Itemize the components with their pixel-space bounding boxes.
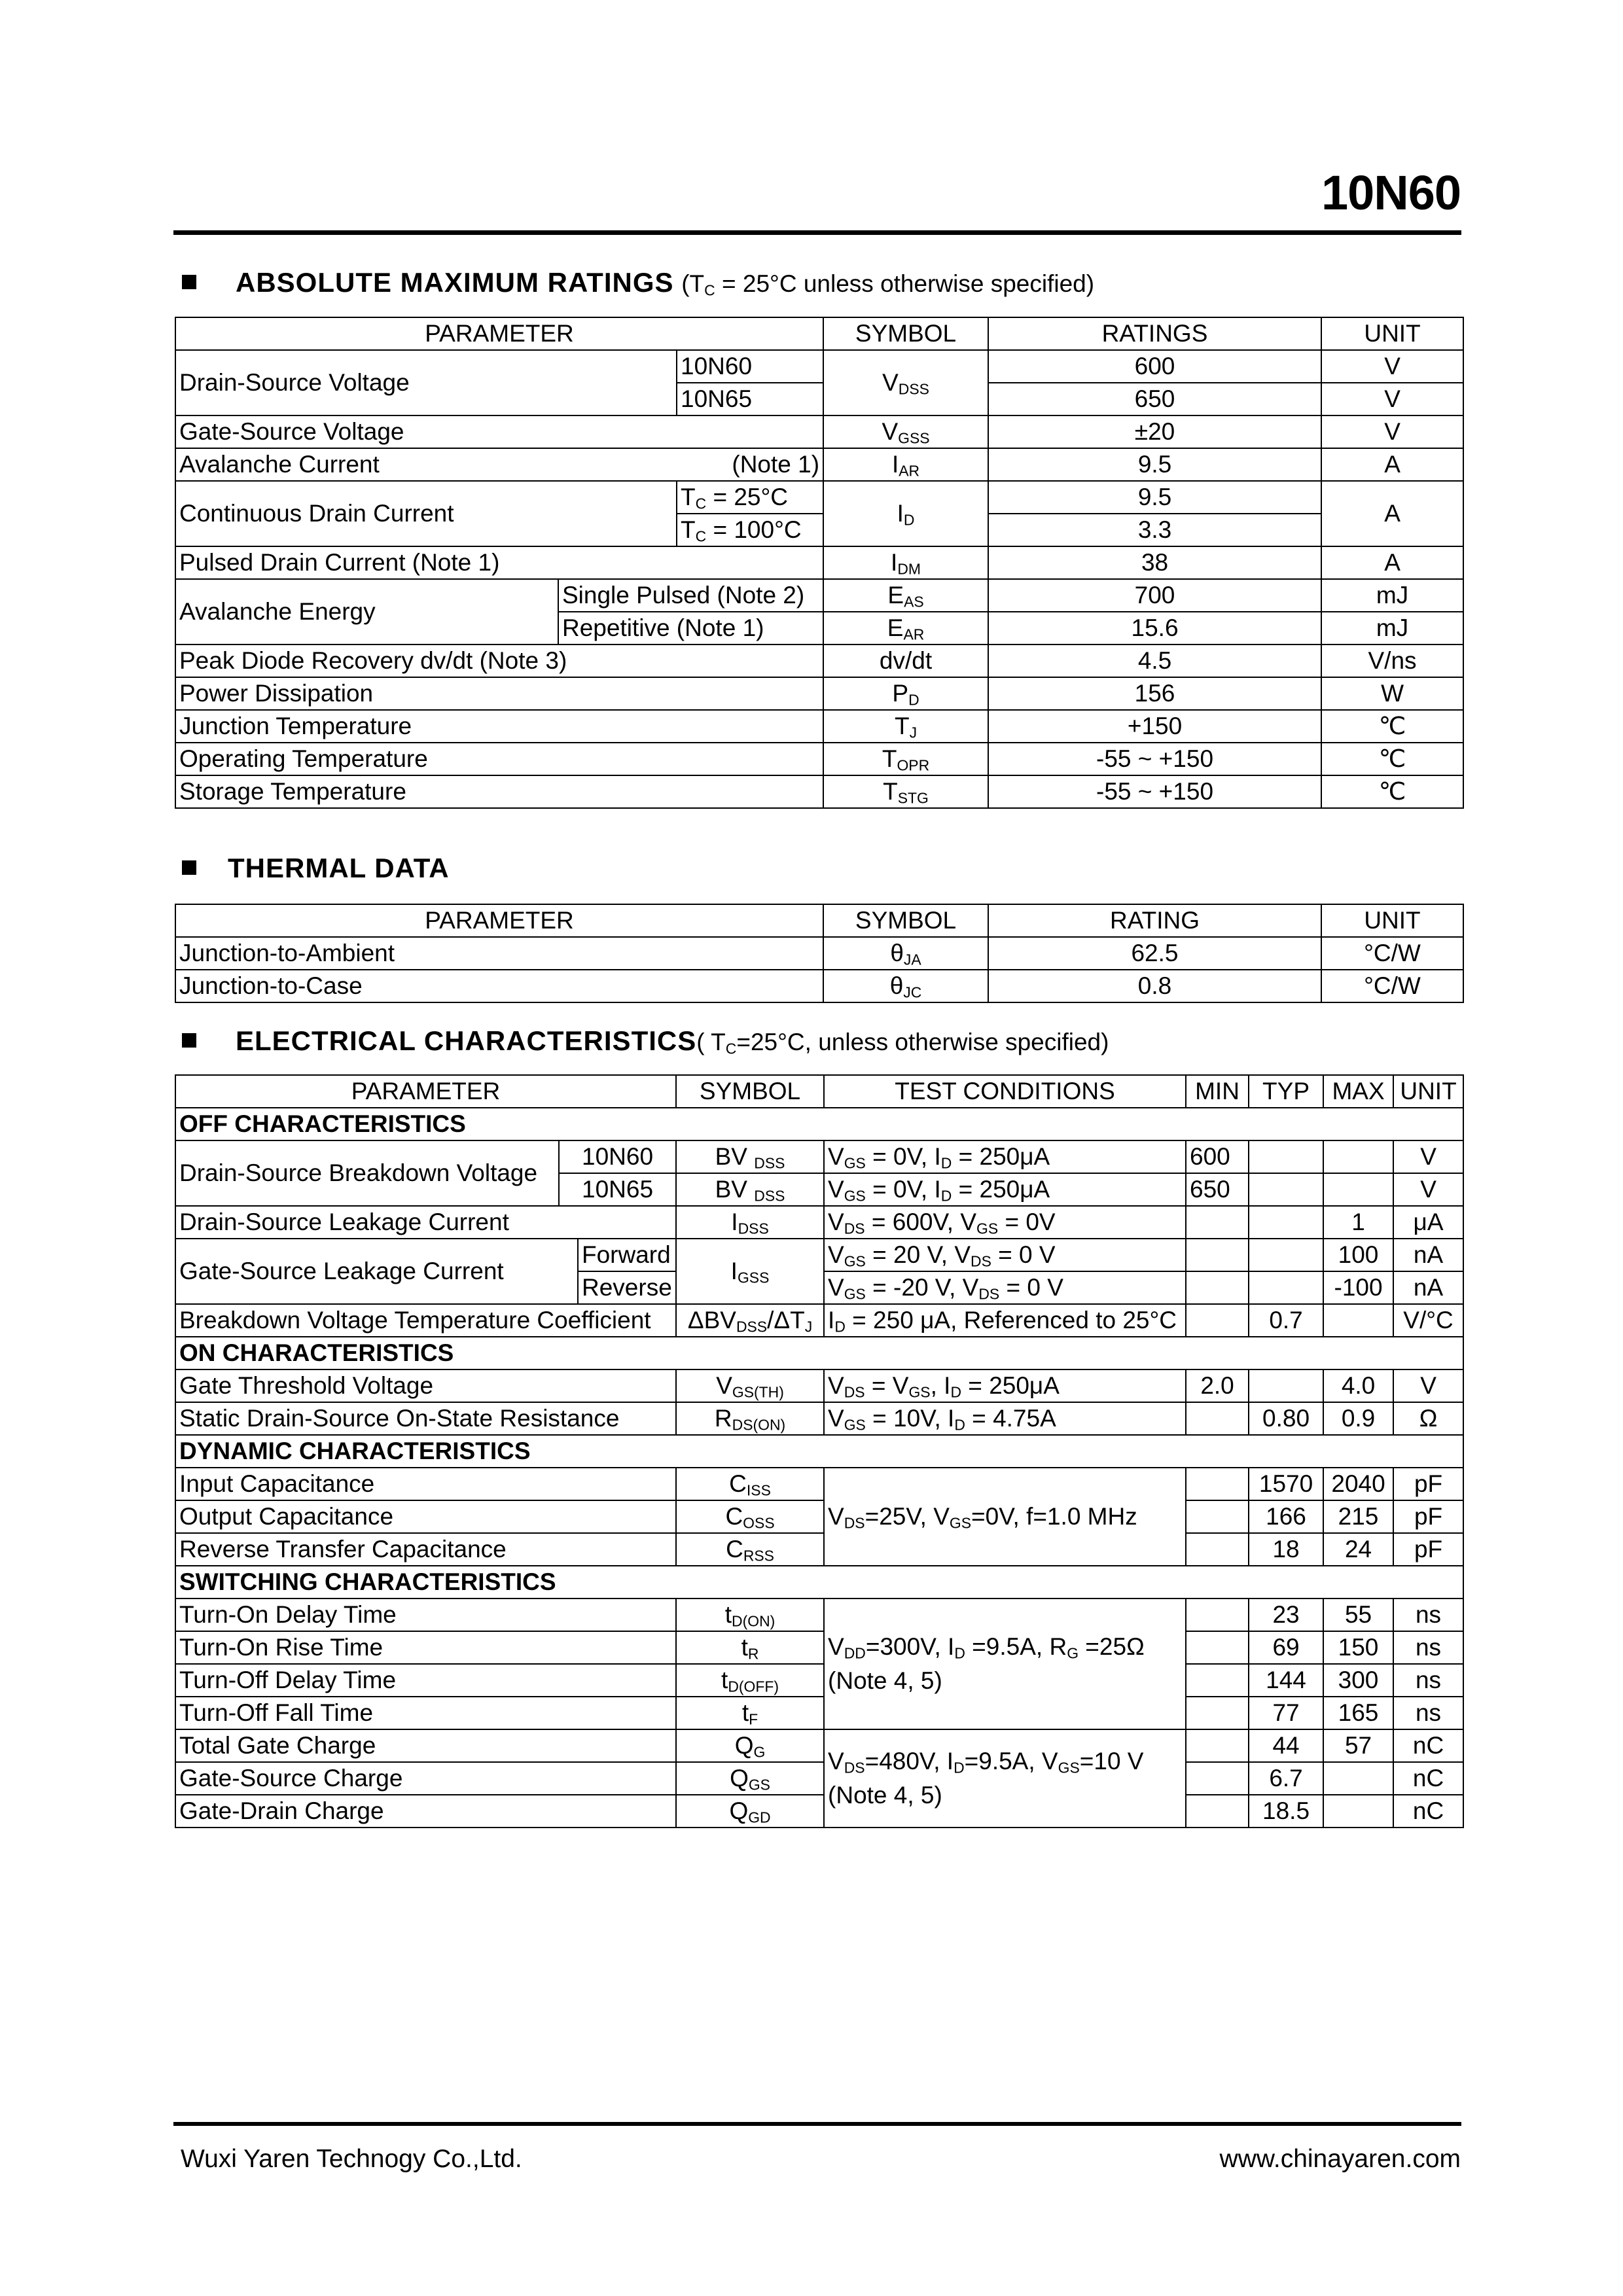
table-cell: $I_{DSS}$ <box>676 1206 824 1239</box>
table-cell: 156 <box>988 677 1321 710</box>
table-cell: 1570 <box>1249 1468 1323 1500</box>
electrical-table <box>175 1074 1464 1828</box>
bullet-square-icon <box>182 860 196 875</box>
table-cell: °C/W <box>1321 970 1463 1002</box>
table-cell: 10N65 <box>559 1173 676 1206</box>
table-cell: 38 <box>988 546 1321 579</box>
table-cell: 0.80 <box>1249 1402 1323 1435</box>
table-cell <box>1186 1239 1249 1271</box>
table-cell: Output Capacitance <box>175 1500 676 1533</box>
table-cell: 6.7 <box>1249 1762 1323 1795</box>
table-cell <box>1249 1206 1323 1239</box>
table-cell: 69 <box>1249 1631 1323 1664</box>
table-cell: Drain-Source Voltage <box>175 350 677 415</box>
table-cell: ℃ <box>1321 710 1463 743</box>
table-cell <box>1323 1173 1393 1206</box>
table-cell: nA <box>1393 1271 1463 1304</box>
table-row <box>175 1795 1463 1828</box>
table-row <box>175 415 1463 448</box>
table-cell: OFF CHARACTERISTICS <box>175 1108 1463 1140</box>
table-cell: 9.5 <box>988 481 1321 514</box>
table-cell: $V_{DD}=300V$, $I_D =9.5A$, $R_G =25\Omega$ (Note 4, 5) <box>824 1598 1186 1729</box>
table-cell: V <box>1321 350 1463 383</box>
table-cell: $V_{DS} = V_{GS}$, $I_D = 250\mu A$ <box>824 1369 1186 1402</box>
table-cell: Gate-Source Voltage <box>175 415 823 448</box>
table-row <box>175 1697 1463 1729</box>
table-cell: 1 <box>1323 1206 1393 1239</box>
table-cell <box>1249 1239 1323 1271</box>
table-cell: Repetitive (Note 1) <box>558 612 823 645</box>
table-cell: 24 <box>1323 1533 1393 1566</box>
table-cell: $V_{GS} = 0V$, $I_D = 250\mu A$ <box>824 1173 1186 1206</box>
table-cell: PARAMETER <box>175 317 823 350</box>
table-cell: Drain-Source Leakage Current <box>175 1206 676 1239</box>
table-cell: $\Delta BV_{DSS}/\Delta T_J$ <box>676 1304 824 1337</box>
table-cell <box>1186 1795 1249 1828</box>
table-cell: $V_{GS} = 0V$, $I_D = 250\mu A$ <box>824 1140 1186 1173</box>
table-cell: Gate-Drain Charge <box>175 1795 676 1828</box>
table-cell: 3.3 <box>988 514 1321 546</box>
table-cell: $E_{AS}$ <box>823 579 988 612</box>
table-cell: 165 <box>1323 1697 1393 1729</box>
table-cell: $\theta_{JC}$ <box>823 970 988 1002</box>
table-row <box>175 1631 1463 1664</box>
table-cell: $R_{DS(ON)}$ <box>676 1402 824 1435</box>
table-cell: Single Pulsed (Note 2) <box>558 579 823 612</box>
table-cell: Operating Temperature <box>175 743 823 775</box>
table-cell: 600 <box>988 350 1321 383</box>
table-cell: 0.7 <box>1249 1304 1323 1337</box>
table-row <box>175 1533 1463 1566</box>
table-cell: nC <box>1393 1729 1463 1762</box>
table-cell: 18.5 <box>1249 1795 1323 1828</box>
bullet-square-icon <box>182 1033 196 1048</box>
table-cell: SYMBOL <box>823 904 988 937</box>
table-cell: MAX <box>1323 1075 1393 1108</box>
table-cell: 4.0 <box>1323 1369 1393 1402</box>
bullet-square-icon <box>182 275 196 289</box>
table-row <box>175 1140 1463 1173</box>
table-cell: 2.0 <box>1186 1369 1249 1402</box>
table-cell: Turn-On Rise Time <box>175 1631 676 1664</box>
table-cell: -55 ~ +150 <box>988 775 1321 808</box>
table-row <box>175 546 1463 579</box>
table-cell: V <box>1393 1369 1463 1402</box>
table-cell: $V_{DS}=480V$, $I_D=9.5A$, $V_{GS}=10$ V (Note 4, 5) <box>824 1729 1186 1828</box>
table-cell: TEST CONDITIONS <box>824 1075 1186 1108</box>
table-cell: $I_{GSS}$ <box>676 1239 824 1304</box>
table-cell: Static Drain-Source On-State Resistance <box>175 1402 676 1435</box>
table-cell <box>1249 1173 1323 1206</box>
table-cell: Gate Threshold Voltage <box>175 1369 676 1402</box>
table-cell: Peak Diode Recovery dv/dt (Note 3) <box>175 645 823 677</box>
table-cell: $t_{D(OFF)}$ <box>676 1664 824 1697</box>
table-cell: 650 <box>988 383 1321 415</box>
table-row <box>175 1206 1463 1239</box>
table-cell: nC <box>1393 1795 1463 1828</box>
table-cell: 62.5 <box>988 937 1321 970</box>
table-cell <box>1186 1206 1249 1239</box>
table-cell <box>1186 1533 1249 1566</box>
table-cell: Avalanche Energy <box>175 579 558 645</box>
table-cell: Ω <box>1393 1402 1463 1435</box>
table-cell: 18 <box>1249 1533 1323 1566</box>
table-cell: Power Dissipation <box>175 677 823 710</box>
table-cell: Gate-Source Leakage Current <box>175 1239 578 1304</box>
table-row <box>175 1468 1463 1500</box>
table-cell: pF <box>1393 1468 1463 1500</box>
group-row-off <box>175 1108 1463 1140</box>
table-cell: nC <box>1393 1762 1463 1795</box>
table-cell: $P_D$ <box>823 677 988 710</box>
table-cell: V/°C <box>1393 1304 1463 1337</box>
table-cell: $I_{AR}$ <box>823 448 988 481</box>
footer-website[interactable]: www.chinayaren.com <box>1219 2145 1461 2173</box>
table-cell: ns <box>1393 1697 1463 1729</box>
table-cell: SYMBOL <box>823 317 988 350</box>
table-cell: 2040 <box>1323 1468 1393 1500</box>
abs-max-heading: ABSOLUTE MAXIMUM RATINGS ($T_C = 25^\circ C$ unless otherwise specified) <box>182 267 1094 298</box>
table-cell: Pulsed Drain Current (Note 1) <box>175 546 823 579</box>
table-cell: $V_{DS} = 600V$, $V_{GS} = 0V$ <box>824 1206 1186 1239</box>
table-cell: UNIT <box>1321 317 1463 350</box>
table-cell: $T_{OPR}$ <box>823 743 988 775</box>
table-row <box>175 1369 1463 1402</box>
table-row <box>175 970 1463 1002</box>
table-cell: 10N60 <box>677 350 823 383</box>
table-cell: SYMBOL <box>676 1075 824 1108</box>
table-cell: Turn-On Delay Time <box>175 1598 676 1631</box>
table-cell: 300 <box>1323 1664 1393 1697</box>
table-cell <box>1186 1402 1249 1435</box>
table-row <box>175 1664 1463 1697</box>
table-row <box>175 645 1463 677</box>
table-cell: $C_{OSS}$ <box>676 1500 824 1533</box>
table-cell: 10N65 <box>677 383 823 415</box>
table-row <box>175 1598 1463 1631</box>
table-cell: $Q_{GD}$ <box>676 1795 824 1828</box>
table-cell: $V_{GS(TH)}$ <box>676 1369 824 1402</box>
table-cell <box>1323 1140 1393 1173</box>
part-number-title: 10N60 <box>1321 166 1461 220</box>
table-cell: Turn-Off Delay Time <box>175 1664 676 1697</box>
table-cell: Gate-Source Charge <box>175 1762 676 1795</box>
table-cell: ns <box>1393 1664 1463 1697</box>
table-cell: V/ns <box>1321 645 1463 677</box>
table-cell: 100 <box>1323 1239 1393 1271</box>
table-cell: SWITCHING CHARACTERISTICS <box>175 1566 1463 1598</box>
footer-rule <box>173 2122 1461 2126</box>
table-cell: mJ <box>1321 612 1463 645</box>
table-cell: 650 <box>1186 1173 1249 1206</box>
table-row <box>175 710 1463 743</box>
table-cell <box>1249 1140 1323 1173</box>
table-cell: W <box>1321 677 1463 710</box>
table-cell: RATING <box>988 904 1321 937</box>
table-cell: Storage Temperature <box>175 775 823 808</box>
table-cell: A <box>1321 546 1463 579</box>
table-cell: -100 <box>1323 1271 1393 1304</box>
table-cell: TYP <box>1249 1075 1323 1108</box>
table-cell: V <box>1393 1140 1463 1173</box>
table-cell: 0.8 <box>988 970 1321 1002</box>
table-cell: +150 <box>988 710 1321 743</box>
table-cell: Junction Temperature <box>175 710 823 743</box>
table-cell: Forward <box>578 1239 676 1271</box>
table-cell: 166 <box>1249 1500 1323 1533</box>
table-cell: 10N60 <box>559 1140 676 1173</box>
table-cell: $t_R$ <box>676 1631 824 1664</box>
table-cell: V <box>1393 1173 1463 1206</box>
table-cell: Continuous Drain Current <box>175 481 677 546</box>
table-cell: $T_J$ <box>823 710 988 743</box>
table-cell: Junction-to-Ambient <box>175 937 823 970</box>
table-cell: 77 <box>1249 1697 1323 1729</box>
table-cell <box>1186 1729 1249 1762</box>
table-cell: Total Gate Charge <box>175 1729 676 1762</box>
table-cell <box>1186 1500 1249 1533</box>
table-cell <box>1186 1762 1249 1795</box>
table-cell: A <box>1321 448 1463 481</box>
table-row <box>175 579 1463 612</box>
table-cell: $V_{GSS}$ <box>823 415 988 448</box>
table-cell: Junction-to-Case <box>175 970 823 1002</box>
table-cell: pF <box>1393 1533 1463 1566</box>
table-cell: 215 <box>1323 1500 1393 1533</box>
table-cell: RATINGS <box>988 317 1321 350</box>
table-header-row <box>175 1075 1463 1108</box>
table-cell: UNIT <box>1393 1075 1463 1108</box>
table-cell <box>1323 1304 1393 1337</box>
table-cell: nA <box>1393 1239 1463 1271</box>
table-cell: 144 <box>1249 1664 1323 1697</box>
table-cell: $C_{RSS}$ <box>676 1533 824 1566</box>
table-cell: 55 <box>1323 1598 1393 1631</box>
table-cell: $T_{STG}$ <box>823 775 988 808</box>
table-cell: $Q_G$ <box>676 1729 824 1762</box>
electrical-heading: ELECTRICAL CHARACTERISTICS( $T_C=25^\circ C$, unless otherwise specified) <box>182 1025 1109 1057</box>
table-cell: -55 ~ +150 <box>988 743 1321 775</box>
table-cell: $t_{D(ON)}$ <box>676 1598 824 1631</box>
table-cell: $V_{DS}=25V$, $V_{GS}=0V$, f=1.0 MHz <box>824 1468 1186 1566</box>
table-cell <box>1323 1795 1393 1828</box>
table-cell: 44 <box>1249 1729 1323 1762</box>
table-cell: dv/dt <box>823 645 988 677</box>
table-cell: mJ <box>1321 579 1463 612</box>
table-cell: Reverse <box>578 1271 676 1304</box>
table-cell <box>1186 1598 1249 1631</box>
table-cell: 9.5 <box>988 448 1321 481</box>
table-cell: 23 <box>1249 1598 1323 1631</box>
table-cell: 150 <box>1323 1631 1393 1664</box>
table-header-row <box>175 904 1463 937</box>
table-cell: ℃ <box>1321 743 1463 775</box>
table-cell: ℃ <box>1321 775 1463 808</box>
table-cell: ON CHARACTERISTICS <box>175 1337 1463 1369</box>
table-cell: $V_{DSS}$ <box>823 350 988 415</box>
table-row <box>175 743 1463 775</box>
table-cell <box>1249 1271 1323 1304</box>
table-cell <box>1186 1631 1249 1664</box>
table-cell: DYNAMIC CHARACTERISTICS <box>175 1435 1463 1468</box>
table-cell: $E_{AR}$ <box>823 612 988 645</box>
table-row <box>175 1729 1463 1762</box>
table-row <box>175 677 1463 710</box>
table-cell: ns <box>1393 1631 1463 1664</box>
table-cell: °C/W <box>1321 937 1463 970</box>
table-cell <box>1186 1271 1249 1304</box>
table-cell: Drain-Source Breakdown Voltage <box>175 1140 559 1206</box>
header-rule <box>173 230 1461 235</box>
group-row-switching <box>175 1566 1463 1598</box>
table-cell: Input Capacitance <box>175 1468 676 1500</box>
table-cell: 0.9 <box>1323 1402 1393 1435</box>
table-cell: $T_C = 100^\circ C$ <box>677 514 823 546</box>
thermal-heading: THERMAL DATA <box>182 853 450 884</box>
table-cell <box>1186 1664 1249 1697</box>
table-cell: $V_{GS} = -20$ V, $V_{DS} = 0$ V <box>824 1271 1186 1304</box>
footer-company: Wuxi Yaren Technogy Co.,Ltd. <box>181 2145 522 2173</box>
table-cell <box>1249 1369 1323 1402</box>
table-cell: 4.5 <box>988 645 1321 677</box>
table-cell: $I_D = 250$ μA, Referenced to 25°C <box>824 1304 1186 1337</box>
table-cell <box>1186 1304 1249 1337</box>
table-cell: V <box>1321 383 1463 415</box>
table-cell <box>1323 1762 1393 1795</box>
table-row <box>175 350 1463 383</box>
table-cell: $\theta_{JA}$ <box>823 937 988 970</box>
table-row <box>175 1239 1463 1271</box>
table-row <box>175 1500 1463 1533</box>
table-row <box>175 1304 1463 1337</box>
table-row <box>175 1762 1463 1795</box>
table-cell: $T_C = 25^\circ C$ <box>677 481 823 514</box>
table-row <box>175 481 1463 514</box>
table-cell: $V_{GS} = 10V$, $I_D = 4.75A$ <box>824 1402 1186 1435</box>
thermal-table <box>175 904 1464 1003</box>
table-row <box>175 937 1463 970</box>
table-cell: $I_D$ <box>823 481 988 546</box>
table-cell: PARAMETER <box>175 904 823 937</box>
table-cell: 57 <box>1323 1729 1393 1762</box>
table-cell: Avalanche Current (Note 1) <box>175 448 823 481</box>
table-cell: $t_F$ <box>676 1697 824 1729</box>
table-cell: PARAMETER <box>175 1075 676 1108</box>
table-cell: 600 <box>1186 1140 1249 1173</box>
table-cell: pF <box>1393 1500 1463 1533</box>
table-row <box>175 448 1463 481</box>
table-cell: MIN <box>1186 1075 1249 1108</box>
table-row <box>175 775 1463 808</box>
table-row <box>175 1402 1463 1435</box>
abs-max-table <box>175 317 1464 809</box>
table-cell: $Q_{GS}$ <box>676 1762 824 1795</box>
table-cell <box>1186 1468 1249 1500</box>
table-header-row <box>175 317 1463 350</box>
table-cell: Breakdown Voltage Temperature Coefficient <box>175 1304 676 1337</box>
table-cell: A <box>1321 481 1463 546</box>
group-row-on <box>175 1337 1463 1369</box>
table-cell: BV $_{DSS}$ <box>676 1140 824 1173</box>
table-cell: $C_{ISS}$ <box>676 1468 824 1500</box>
table-cell: Turn-Off Fall Time <box>175 1697 676 1729</box>
table-cell: V <box>1321 415 1463 448</box>
group-row-dynamic <box>175 1435 1463 1468</box>
table-cell: Reverse Transfer Capacitance <box>175 1533 676 1566</box>
table-cell: $V_{GS} = 20$ V, $V_{DS} = 0$ V <box>824 1239 1186 1271</box>
table-cell: BV $_{DSS}$ <box>676 1173 824 1206</box>
table-cell: 15.6 <box>988 612 1321 645</box>
table-cell: $I_{DM}$ <box>823 546 988 579</box>
table-cell: μA <box>1393 1206 1463 1239</box>
table-cell: ±20 <box>988 415 1321 448</box>
table-cell: UNIT <box>1321 904 1463 937</box>
table-cell: 700 <box>988 579 1321 612</box>
table-cell <box>1186 1697 1249 1729</box>
table-cell: ns <box>1393 1598 1463 1631</box>
